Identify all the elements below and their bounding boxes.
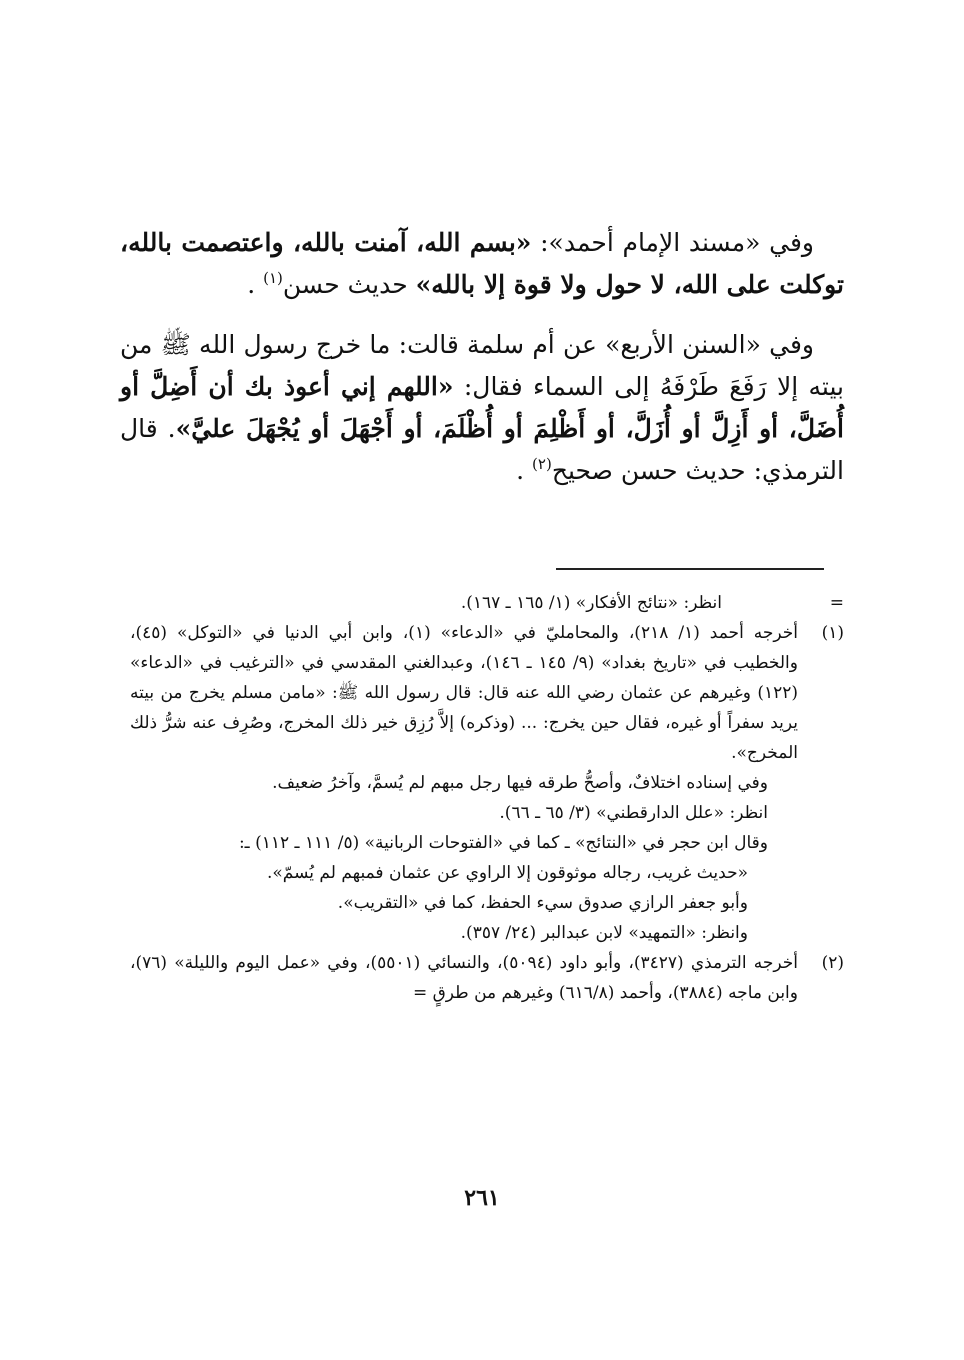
footnote-2-mark: (٢) — [821, 953, 844, 973]
footnote-1-mark: (١) — [821, 623, 844, 643]
page-number: ٢٦١ — [464, 1185, 500, 1211]
paragraph-end: . — [247, 270, 264, 299]
continuation-mark: = — [829, 593, 844, 613]
footnote-ref-2[interactable]: (٢) — [532, 455, 552, 473]
paragraph-end: . — [516, 456, 533, 485]
footnote-1-text: أخرجه أحمد (١/ ٢١٨)، والمحامليّ في «الدعاء» (١)، وابن أبي الدنيا في «التوكل» (٤٥)، والخطيب في «تاريخ بغداد» (٩/ ١٤٥ ـ ١٤٦)، وعبدالغني المقدسي في «الترغيب في «الدعاء» (١٢٢) وغيرهم عن عثمان رضي الله عنه قال: قال رسول الله ﷺ: «مامن مسلم يخرج من بيته يريد سفراً أو غيره، فقال حين يخرج: ... (وذكره) إلاَّ رُزِق خير ذلك المخرج، وصُرِف عنه شرُّ ذلك المخرج». — [130, 623, 798, 763]
footnote-2-text: أخرجه الترمذي (٣٤٢٧)، وأبو داود (٥٠٩٤)، والنسائي (٥٥٠١)، وفي «عمل اليوم والليلة» (٧٦)، وابن ماجه (٣٨٨٤)، وأحمد (٦١٦/٨) وغيرهم من طرقٍ = — [130, 953, 798, 1003]
footnote-1-line: وقال ابن حجر في «النتائج» ـ كما في «الفتوحات الربانية» (٥/ ١١١ ـ ١١٢) ـ: — [238, 833, 768, 853]
footnote-1 — [130, 618, 844, 768]
paragraph-sunan — [120, 324, 844, 492]
footnote-continuation — [130, 588, 844, 618]
footnote-1-line: وفي إسناده اختلافٌ، وأصحُّ طرقه فيها رجل مبهم لم يُسمَّ، وآخرُ ضعيف. — [272, 773, 768, 793]
footnote-1-line: وأبو جعفر الرازي صدوق سيء الحفظ، كما في «التقريب». — [337, 893, 748, 913]
paragraph-musnad — [120, 222, 844, 306]
hadith-text: «بسم الله، آمنت بالله، واعتصمت بالله، توكلت على الله، لا حول ولا قوة إلا بالله» — [120, 228, 844, 299]
footnote-ref-1[interactable]: (١) — [263, 269, 283, 287]
grading-text: . قال الترمذي: حديث حسن صحيح — [120, 414, 844, 485]
footnote-1-line: وانظر: «التمهيد» لابن عبدالبر (٢٤/ ٣٥٧). — [460, 923, 748, 943]
continuation-text: انظر: «نتائج الأفكار» (١/ ١٦٥ ـ ١٦٧). — [460, 593, 722, 613]
paragraph-lead: وفي «السنن الأربع» عن أم سلمة قالت: ما خرج رسول الله ﷺ من بيته إلا رَفَعَ طَرْفَهُ إلى السماء فقال: — [120, 330, 844, 401]
footnote-1-quote: «حديث غريب، رجاله موثوقون إلا الراوي عن عثمان فمبهم لم يُسمّ». — [267, 863, 748, 883]
paragraph-lead: وفي «مسند الإمام أحمد»: — [531, 228, 815, 257]
hadith-text: «اللهم إني أعوذ بك أن أَضِلَّ أو أُضَلَّ، أو أَزِلَّ أو أُزَلَّ، أو أَظْلِمَ أو أُظْلَمَ، أو أَجْهَلَ أو يُجْهَلَ عليَّ» — [120, 372, 844, 443]
grading-text: حديث حسن — [282, 270, 416, 299]
main-text — [120, 222, 844, 510]
footnotes — [130, 588, 844, 1008]
footnote-2 — [130, 948, 844, 1008]
footnote-1-line: انظر: «علل الدارقطني» (٣/ ٦٥ ـ ٦٦). — [499, 803, 768, 823]
footnote-separator — [556, 568, 824, 570]
